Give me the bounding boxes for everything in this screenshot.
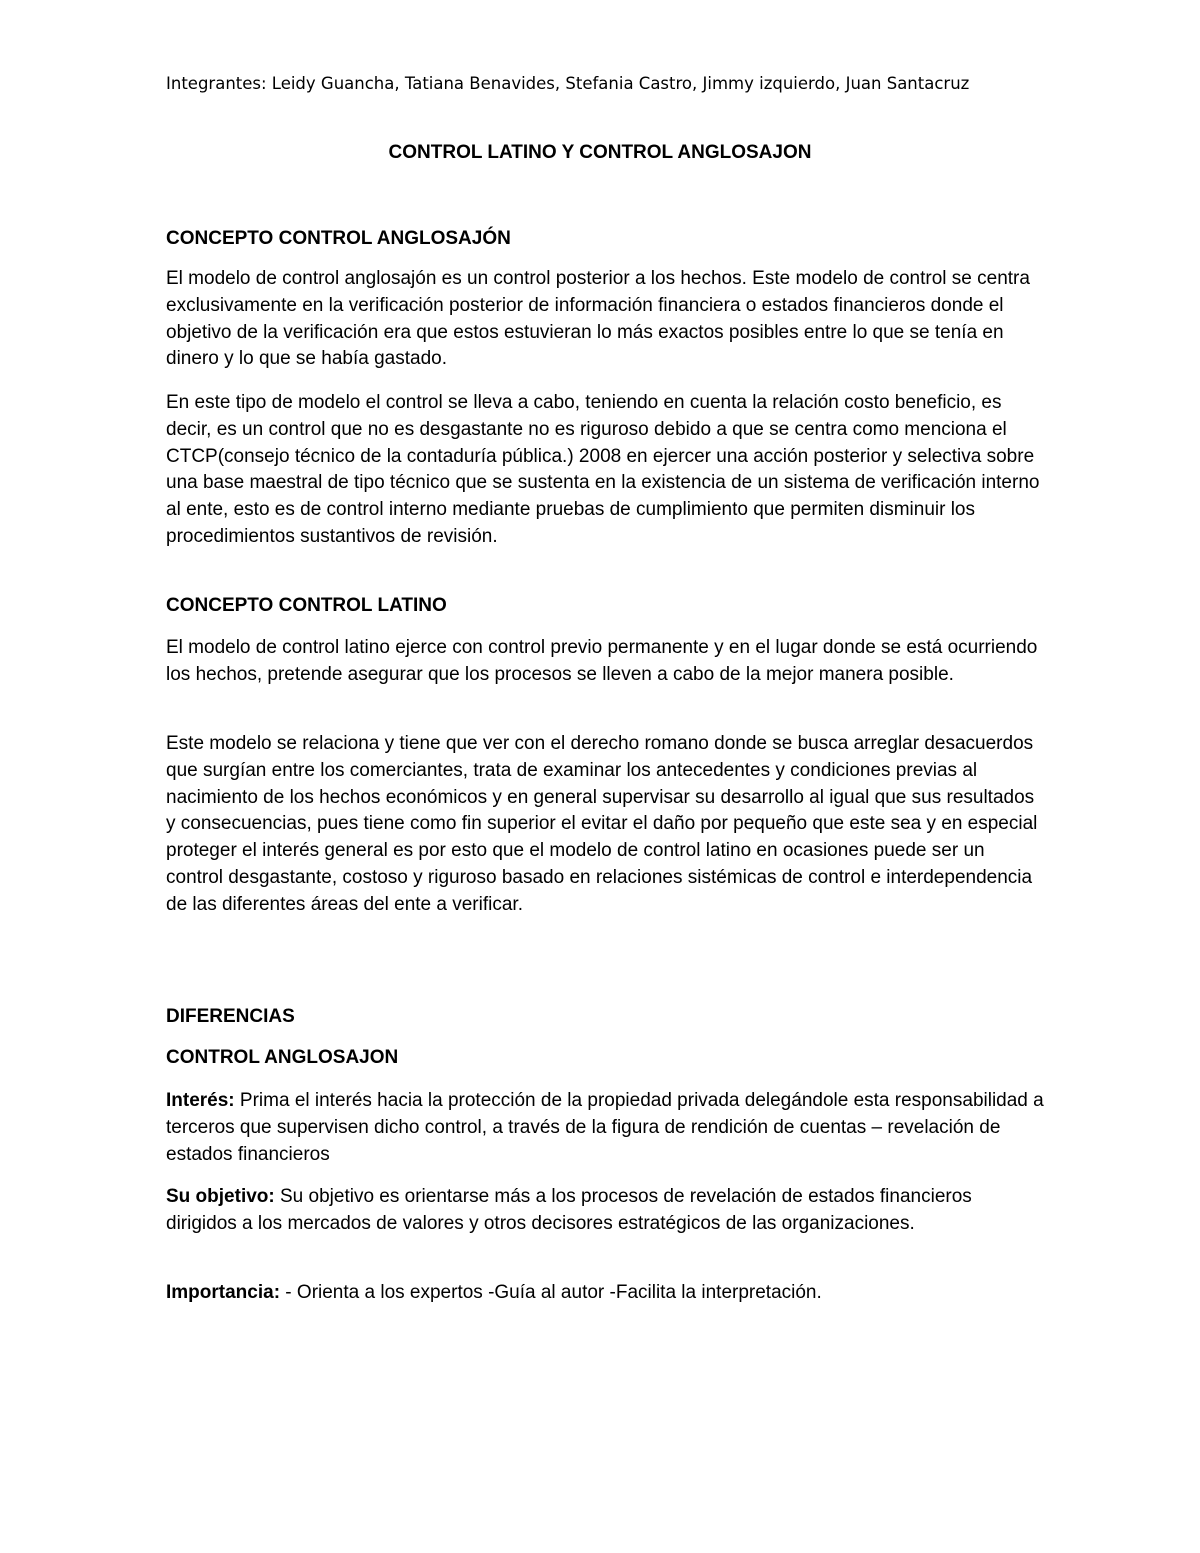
- paragraph-importancia: [166, 1280, 1046, 1307]
- paragraph-objetivo: [166, 1184, 1046, 1238]
- interes-text: Prima el interés hacia la protección de la propiedad privada delegándole esta responsabilidad a terceros que supervisen dicho control, a través de la figura de rendición de cuentas – revelación de estados financieros: [166, 1090, 1044, 1165]
- objetivo-label: Su objetivo:: [166, 1186, 275, 1207]
- members-line: Integrantes: Leidy Guancha, Tatiana Benavides, Stefania Castro, Jimmy izquierdo, Juan Santacruz: [166, 74, 970, 93]
- paragraph-latino-1: El modelo de control latino ejerce con control previo permanente y en el lugar donde se está ocurriendo los hechos, pretende asegurar que los procesos se lleven a cabo de la mejor manera posible.: [166, 637, 1038, 685]
- subheading-control-anglosajon: CONTROL ANGLOSAJON: [166, 1047, 399, 1068]
- objetivo-text: Su objetivo es orientarse más a los procesos de revelación de estados financieros dirigidos a los mercados de valores y otros decisores estratégicos de las organizaciones.: [166, 1186, 972, 1234]
- heading-anglosajon-concept: CONCEPTO CONTROL ANGLOSAJÓN: [166, 228, 511, 249]
- heading-differences: DIFERENCIAS: [166, 1006, 295, 1027]
- importancia-text: - Orienta a los expertos -Guía al autor -Facilita la interpretación.: [280, 1282, 822, 1303]
- paragraph-anglosajon-2: En este tipo de modelo el control se lleva a cabo, teniendo en cuenta la relación costo beneficio, es decir, es un control que no es desgastante no es riguroso debido a que se centra como menciona el CTCP(consejo técnico de la contaduría pública.) 2008 en ejercer una acción posterior y selectiva sobre una base maestral de tipo técnico que se sustenta en la existencia de un sistema de verificación interno al ente, esto es de control interno mediante pruebas de cumplimiento que permiten disminuir los procedimientos sustantivos de revisión.: [166, 392, 1040, 547]
- paragraph-latino-2: Este modelo se relaciona y tiene que ver con el derecho romano donde se busca arreglar desacuerdos que surgían entre los comerciantes, trata de examinar los antecedentes y condiciones previas al nacimiento de los hechos económicos y en general supervisar su desarrollo al igual que sus resultados y consecuencias, pues tiene como fin superior el evitar el daño por pequeño que este sea y en especial proteger el interés general es por esto que el modelo de control latino en ocasiones puede ser un control desgastante, costoso y riguroso basado en relaciones sistémicas de control e interdependencia de las diferentes áreas del ente a verificar.: [166, 733, 1038, 915]
- interes-label: Interés:: [166, 1090, 235, 1111]
- paragraph-interes: [166, 1088, 1046, 1168]
- heading-latino-concept: CONCEPTO CONTROL LATINO: [166, 595, 447, 616]
- document-title: CONTROL LATINO Y CONTROL ANGLOSAJON: [388, 142, 812, 163]
- paragraph-anglosajon-1: El modelo de control anglosajón es un control posterior a los hechos. Este modelo de control se centra exclusivamente en la verificación posterior de información financiera o estados financieros donde el objetivo de la verificación era que estos estuvieran lo más exactos posibles entre lo que se tenía en dinero y lo que se había gastado.: [166, 268, 1030, 370]
- importancia-label: Importancia:: [166, 1282, 281, 1303]
